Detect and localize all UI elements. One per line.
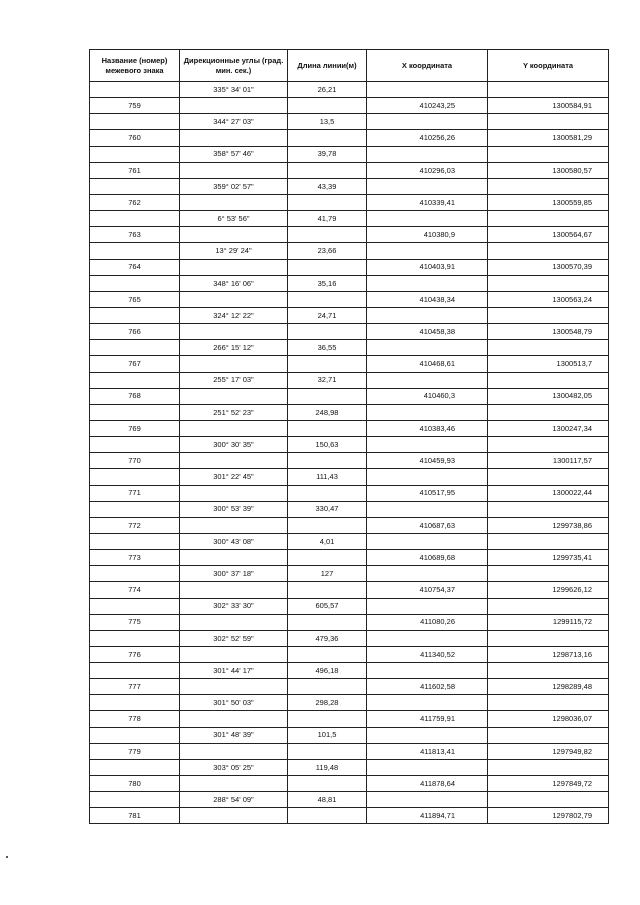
- y-coordinate-cell: [488, 437, 609, 453]
- x-coordinate-cell: [367, 114, 488, 130]
- x-coordinate-cell: 410256,26: [367, 130, 488, 146]
- angle-cell: 288° 54' 09": [180, 792, 288, 808]
- x-coordinate-cell: [367, 243, 488, 259]
- scan-speck: [6, 856, 8, 858]
- header-y-coordinate: Y координата: [488, 50, 609, 82]
- header-x-coordinate: X координата: [367, 50, 488, 82]
- y-coordinate-cell: 1297949,82: [488, 743, 609, 759]
- y-coordinate-cell: 1300581,29: [488, 130, 609, 146]
- x-coordinate-cell: [367, 727, 488, 743]
- length-cell: 119,48: [288, 759, 367, 775]
- angle-cell: [180, 98, 288, 114]
- header-line-length: Длина линии(м): [288, 50, 367, 82]
- length-cell: [288, 582, 367, 598]
- angle-cell: 301° 50' 03": [180, 695, 288, 711]
- angle-cell: 251° 52' 23": [180, 404, 288, 420]
- header-mark-name: Название (номер) межевого знака: [90, 50, 180, 82]
- boundary-coordinates-table: [89, 49, 609, 824]
- y-coordinate-cell: 1299626,12: [488, 582, 609, 598]
- mark-cell: [90, 469, 180, 485]
- mark-cell: [90, 404, 180, 420]
- x-coordinate-cell: 410296,03: [367, 162, 488, 178]
- angle-cell: [180, 550, 288, 566]
- length-cell: 101,5: [288, 727, 367, 743]
- length-cell: 36,55: [288, 340, 367, 356]
- y-coordinate-cell: 1300117,57: [488, 453, 609, 469]
- table-row: [90, 162, 609, 178]
- length-cell: 24,71: [288, 307, 367, 323]
- mark-cell: [90, 275, 180, 291]
- mark-cell: 759: [90, 98, 180, 114]
- length-cell: 150,63: [288, 437, 367, 453]
- mark-cell: [90, 372, 180, 388]
- x-coordinate-cell: [367, 598, 488, 614]
- table-row: [90, 679, 609, 695]
- mark-cell: [90, 663, 180, 679]
- length-cell: [288, 162, 367, 178]
- y-coordinate-cell: [488, 211, 609, 227]
- table-row: [90, 808, 609, 824]
- angle-cell: 255° 17' 03": [180, 372, 288, 388]
- angle-cell: [180, 324, 288, 340]
- table-body: [90, 82, 609, 824]
- table-row: [90, 776, 609, 792]
- x-coordinate-cell: [367, 178, 488, 194]
- length-cell: [288, 743, 367, 759]
- table-row: [90, 695, 609, 711]
- header-row: [90, 50, 609, 82]
- x-coordinate-cell: [367, 275, 488, 291]
- table-row: [90, 501, 609, 517]
- x-coordinate-cell: 410383,46: [367, 420, 488, 436]
- mark-cell: 760: [90, 130, 180, 146]
- mark-cell: [90, 759, 180, 775]
- length-cell: [288, 98, 367, 114]
- table-row: [90, 307, 609, 323]
- x-coordinate-cell: [367, 340, 488, 356]
- x-coordinate-cell: [367, 663, 488, 679]
- angle-cell: 348° 16' 06": [180, 275, 288, 291]
- y-coordinate-cell: [488, 533, 609, 549]
- y-coordinate-cell: [488, 792, 609, 808]
- angle-cell: [180, 485, 288, 501]
- x-coordinate-cell: 411759,91: [367, 711, 488, 727]
- mark-cell: [90, 340, 180, 356]
- length-cell: 48,81: [288, 792, 367, 808]
- x-coordinate-cell: [367, 146, 488, 162]
- mark-cell: [90, 695, 180, 711]
- angle-cell: 6° 53' 56": [180, 211, 288, 227]
- mark-cell: [90, 437, 180, 453]
- length-cell: 32,71: [288, 372, 367, 388]
- mark-cell: [90, 630, 180, 646]
- y-coordinate-cell: 1300548,79: [488, 324, 609, 340]
- angle-cell: 302° 33' 30": [180, 598, 288, 614]
- length-cell: [288, 485, 367, 501]
- mark-cell: [90, 533, 180, 549]
- mark-cell: [90, 146, 180, 162]
- angle-cell: 300° 53' 39": [180, 501, 288, 517]
- y-coordinate-cell: 1300563,24: [488, 291, 609, 307]
- mark-cell: 780: [90, 776, 180, 792]
- y-coordinate-cell: [488, 340, 609, 356]
- length-cell: 35,16: [288, 275, 367, 291]
- x-coordinate-cell: [367, 82, 488, 98]
- mark-cell: 771: [90, 485, 180, 501]
- angle-cell: 302° 52' 59": [180, 630, 288, 646]
- table-row: [90, 550, 609, 566]
- mark-cell: [90, 82, 180, 98]
- mark-cell: 781: [90, 808, 180, 824]
- length-cell: [288, 130, 367, 146]
- length-cell: 41,79: [288, 211, 367, 227]
- angle-cell: [180, 582, 288, 598]
- table-header: [90, 50, 609, 82]
- length-cell: [288, 388, 367, 404]
- mark-cell: 776: [90, 646, 180, 662]
- y-coordinate-cell: [488, 695, 609, 711]
- angle-cell: 358° 57' 46": [180, 146, 288, 162]
- table-row: [90, 259, 609, 275]
- mark-cell: [90, 501, 180, 517]
- x-coordinate-cell: 410380,9: [367, 227, 488, 243]
- y-coordinate-cell: [488, 663, 609, 679]
- table-row: [90, 485, 609, 501]
- table-row: [90, 194, 609, 210]
- angle-cell: 344° 27' 03": [180, 114, 288, 130]
- y-coordinate-cell: [488, 501, 609, 517]
- length-cell: 330,47: [288, 501, 367, 517]
- x-coordinate-cell: 410459,93: [367, 453, 488, 469]
- mark-cell: 779: [90, 743, 180, 759]
- length-cell: 39,78: [288, 146, 367, 162]
- x-coordinate-cell: 410339,41: [367, 194, 488, 210]
- mark-cell: [90, 792, 180, 808]
- x-coordinate-cell: 410754,37: [367, 582, 488, 598]
- y-coordinate-cell: 1299115,72: [488, 614, 609, 630]
- length-cell: [288, 517, 367, 533]
- table-row: [90, 711, 609, 727]
- y-coordinate-cell: 1300022,44: [488, 485, 609, 501]
- x-coordinate-cell: 411894,71: [367, 808, 488, 824]
- table-row: [90, 663, 609, 679]
- y-coordinate-cell: [488, 307, 609, 323]
- length-cell: [288, 227, 367, 243]
- y-coordinate-cell: 1300580,57: [488, 162, 609, 178]
- mark-cell: [90, 307, 180, 323]
- mark-cell: [90, 598, 180, 614]
- length-cell: 26,21: [288, 82, 367, 98]
- y-coordinate-cell: [488, 630, 609, 646]
- table-row: [90, 517, 609, 533]
- x-coordinate-cell: 411602,58: [367, 679, 488, 695]
- x-coordinate-cell: [367, 404, 488, 420]
- x-coordinate-cell: [367, 566, 488, 582]
- table-row: [90, 146, 609, 162]
- x-coordinate-cell: [367, 437, 488, 453]
- length-cell: 23,66: [288, 243, 367, 259]
- table-row: [90, 114, 609, 130]
- length-cell: [288, 324, 367, 340]
- table-row: [90, 211, 609, 227]
- angle-cell: 303° 05' 25": [180, 759, 288, 775]
- table-row: [90, 453, 609, 469]
- length-cell: 43,39: [288, 178, 367, 194]
- length-cell: [288, 646, 367, 662]
- angle-cell: 335° 34' 01": [180, 82, 288, 98]
- length-cell: 298,28: [288, 695, 367, 711]
- length-cell: [288, 776, 367, 792]
- angle-cell: 266° 15' 12": [180, 340, 288, 356]
- length-cell: 605,57: [288, 598, 367, 614]
- length-cell: 4,01: [288, 533, 367, 549]
- mark-cell: 770: [90, 453, 180, 469]
- y-coordinate-cell: 1300559,85: [488, 194, 609, 210]
- angle-cell: [180, 420, 288, 436]
- y-coordinate-cell: 1297802,79: [488, 808, 609, 824]
- table-row: [90, 646, 609, 662]
- mark-cell: 766: [90, 324, 180, 340]
- angle-cell: 301° 22' 45": [180, 469, 288, 485]
- x-coordinate-cell: 410687,63: [367, 517, 488, 533]
- angle-cell: 300° 37' 18": [180, 566, 288, 582]
- table-row: [90, 727, 609, 743]
- y-coordinate-cell: [488, 598, 609, 614]
- table-row: [90, 243, 609, 259]
- table-row: [90, 533, 609, 549]
- angle-cell: [180, 162, 288, 178]
- angle-cell: 359° 02' 57": [180, 178, 288, 194]
- angle-cell: [180, 194, 288, 210]
- length-cell: 13,5: [288, 114, 367, 130]
- x-coordinate-cell: [367, 792, 488, 808]
- length-cell: [288, 453, 367, 469]
- y-coordinate-cell: 1300564,67: [488, 227, 609, 243]
- length-cell: [288, 291, 367, 307]
- x-coordinate-cell: 411080,26: [367, 614, 488, 630]
- angle-cell: [180, 711, 288, 727]
- mark-cell: 773: [90, 550, 180, 566]
- length-cell: [288, 614, 367, 630]
- mark-cell: 762: [90, 194, 180, 210]
- table-row: [90, 582, 609, 598]
- angle-cell: [180, 453, 288, 469]
- length-cell: [288, 679, 367, 695]
- angle-cell: [180, 679, 288, 695]
- x-coordinate-cell: 410438,34: [367, 291, 488, 307]
- table-row: [90, 614, 609, 630]
- mark-cell: 778: [90, 711, 180, 727]
- y-coordinate-cell: [488, 404, 609, 420]
- table-row: [90, 291, 609, 307]
- table-row: [90, 372, 609, 388]
- mark-cell: [90, 114, 180, 130]
- table-row: [90, 437, 609, 453]
- table-row: [90, 404, 609, 420]
- table-row: [90, 82, 609, 98]
- y-coordinate-cell: [488, 727, 609, 743]
- table-row: [90, 566, 609, 582]
- length-cell: 248,98: [288, 404, 367, 420]
- angle-cell: [180, 227, 288, 243]
- x-coordinate-cell: 410460,3: [367, 388, 488, 404]
- length-cell: [288, 420, 367, 436]
- mark-cell: 769: [90, 420, 180, 436]
- x-coordinate-cell: [367, 630, 488, 646]
- table-row: [90, 356, 609, 372]
- y-coordinate-cell: [488, 566, 609, 582]
- y-coordinate-cell: 1300482,05: [488, 388, 609, 404]
- x-coordinate-cell: 411340,52: [367, 646, 488, 662]
- mark-cell: [90, 566, 180, 582]
- length-cell: [288, 356, 367, 372]
- mark-cell: 775: [90, 614, 180, 630]
- angle-cell: [180, 743, 288, 759]
- length-cell: 479,36: [288, 630, 367, 646]
- table-row: [90, 227, 609, 243]
- angle-cell: 300° 30' 35": [180, 437, 288, 453]
- y-coordinate-cell: 1298289,48: [488, 679, 609, 695]
- x-coordinate-cell: [367, 501, 488, 517]
- table-row: [90, 630, 609, 646]
- mark-cell: 764: [90, 259, 180, 275]
- length-cell: 127: [288, 566, 367, 582]
- header-directional-angles: Дирекционные углы (град. мин. сек.): [180, 50, 288, 82]
- angle-cell: [180, 259, 288, 275]
- angle-cell: [180, 808, 288, 824]
- table-row: [90, 324, 609, 340]
- x-coordinate-cell: [367, 307, 488, 323]
- x-coordinate-cell: [367, 695, 488, 711]
- table-row: [90, 178, 609, 194]
- angle-cell: [180, 614, 288, 630]
- angle-cell: 300° 43' 08": [180, 533, 288, 549]
- mark-cell: 774: [90, 582, 180, 598]
- y-coordinate-cell: 1299738,86: [488, 517, 609, 533]
- x-coordinate-cell: 410468,61: [367, 356, 488, 372]
- y-coordinate-cell: 1298036,07: [488, 711, 609, 727]
- y-coordinate-cell: [488, 178, 609, 194]
- length-cell: [288, 259, 367, 275]
- x-coordinate-cell: [367, 759, 488, 775]
- x-coordinate-cell: [367, 372, 488, 388]
- table-row: [90, 388, 609, 404]
- angle-cell: 301° 48' 39": [180, 727, 288, 743]
- y-coordinate-cell: 1297849,72: [488, 776, 609, 792]
- mark-cell: 765: [90, 291, 180, 307]
- angle-cell: [180, 646, 288, 662]
- angle-cell: 324° 12' 22": [180, 307, 288, 323]
- y-coordinate-cell: [488, 469, 609, 485]
- y-coordinate-cell: [488, 82, 609, 98]
- mark-cell: [90, 243, 180, 259]
- angle-cell: 13° 29' 24": [180, 243, 288, 259]
- x-coordinate-cell: 410517,95: [367, 485, 488, 501]
- length-cell: [288, 550, 367, 566]
- x-coordinate-cell: [367, 211, 488, 227]
- mark-cell: 767: [90, 356, 180, 372]
- x-coordinate-cell: 410689,68: [367, 550, 488, 566]
- angle-cell: [180, 388, 288, 404]
- x-coordinate-cell: 410243,25: [367, 98, 488, 114]
- table-row: [90, 598, 609, 614]
- length-cell: [288, 808, 367, 824]
- length-cell: [288, 711, 367, 727]
- mark-cell: 777: [90, 679, 180, 695]
- y-coordinate-cell: [488, 275, 609, 291]
- table-row: [90, 275, 609, 291]
- x-coordinate-cell: 410403,91: [367, 259, 488, 275]
- length-cell: 111,43: [288, 469, 367, 485]
- angle-cell: [180, 130, 288, 146]
- y-coordinate-cell: [488, 372, 609, 388]
- length-cell: [288, 194, 367, 210]
- angle-cell: 301° 44' 17": [180, 663, 288, 679]
- mark-cell: 761: [90, 162, 180, 178]
- table-row: [90, 98, 609, 114]
- angle-cell: [180, 291, 288, 307]
- mark-cell: 763: [90, 227, 180, 243]
- mark-cell: [90, 211, 180, 227]
- coordinates-document: [89, 49, 609, 824]
- y-coordinate-cell: 1300584,91: [488, 98, 609, 114]
- table-row: [90, 420, 609, 436]
- x-coordinate-cell: 411813,41: [367, 743, 488, 759]
- y-coordinate-cell: [488, 114, 609, 130]
- table-row: [90, 792, 609, 808]
- x-coordinate-cell: [367, 533, 488, 549]
- y-coordinate-cell: [488, 243, 609, 259]
- table-row: [90, 743, 609, 759]
- mark-cell: [90, 178, 180, 194]
- mark-cell: 772: [90, 517, 180, 533]
- y-coordinate-cell: 1300247,34: [488, 420, 609, 436]
- x-coordinate-cell: [367, 469, 488, 485]
- x-coordinate-cell: 410458,38: [367, 324, 488, 340]
- y-coordinate-cell: [488, 146, 609, 162]
- table-row: [90, 130, 609, 146]
- mark-cell: 768: [90, 388, 180, 404]
- angle-cell: [180, 517, 288, 533]
- y-coordinate-cell: 1299735,41: [488, 550, 609, 566]
- length-cell: 496,18: [288, 663, 367, 679]
- angle-cell: [180, 776, 288, 792]
- x-coordinate-cell: 411878,64: [367, 776, 488, 792]
- mark-cell: [90, 727, 180, 743]
- y-coordinate-cell: 1300570,39: [488, 259, 609, 275]
- table-row: [90, 340, 609, 356]
- table-row: [90, 759, 609, 775]
- y-coordinate-cell: 1300513,7: [488, 356, 609, 372]
- angle-cell: [180, 356, 288, 372]
- table-row: [90, 469, 609, 485]
- y-coordinate-cell: 1298713,16: [488, 646, 609, 662]
- y-coordinate-cell: [488, 759, 609, 775]
